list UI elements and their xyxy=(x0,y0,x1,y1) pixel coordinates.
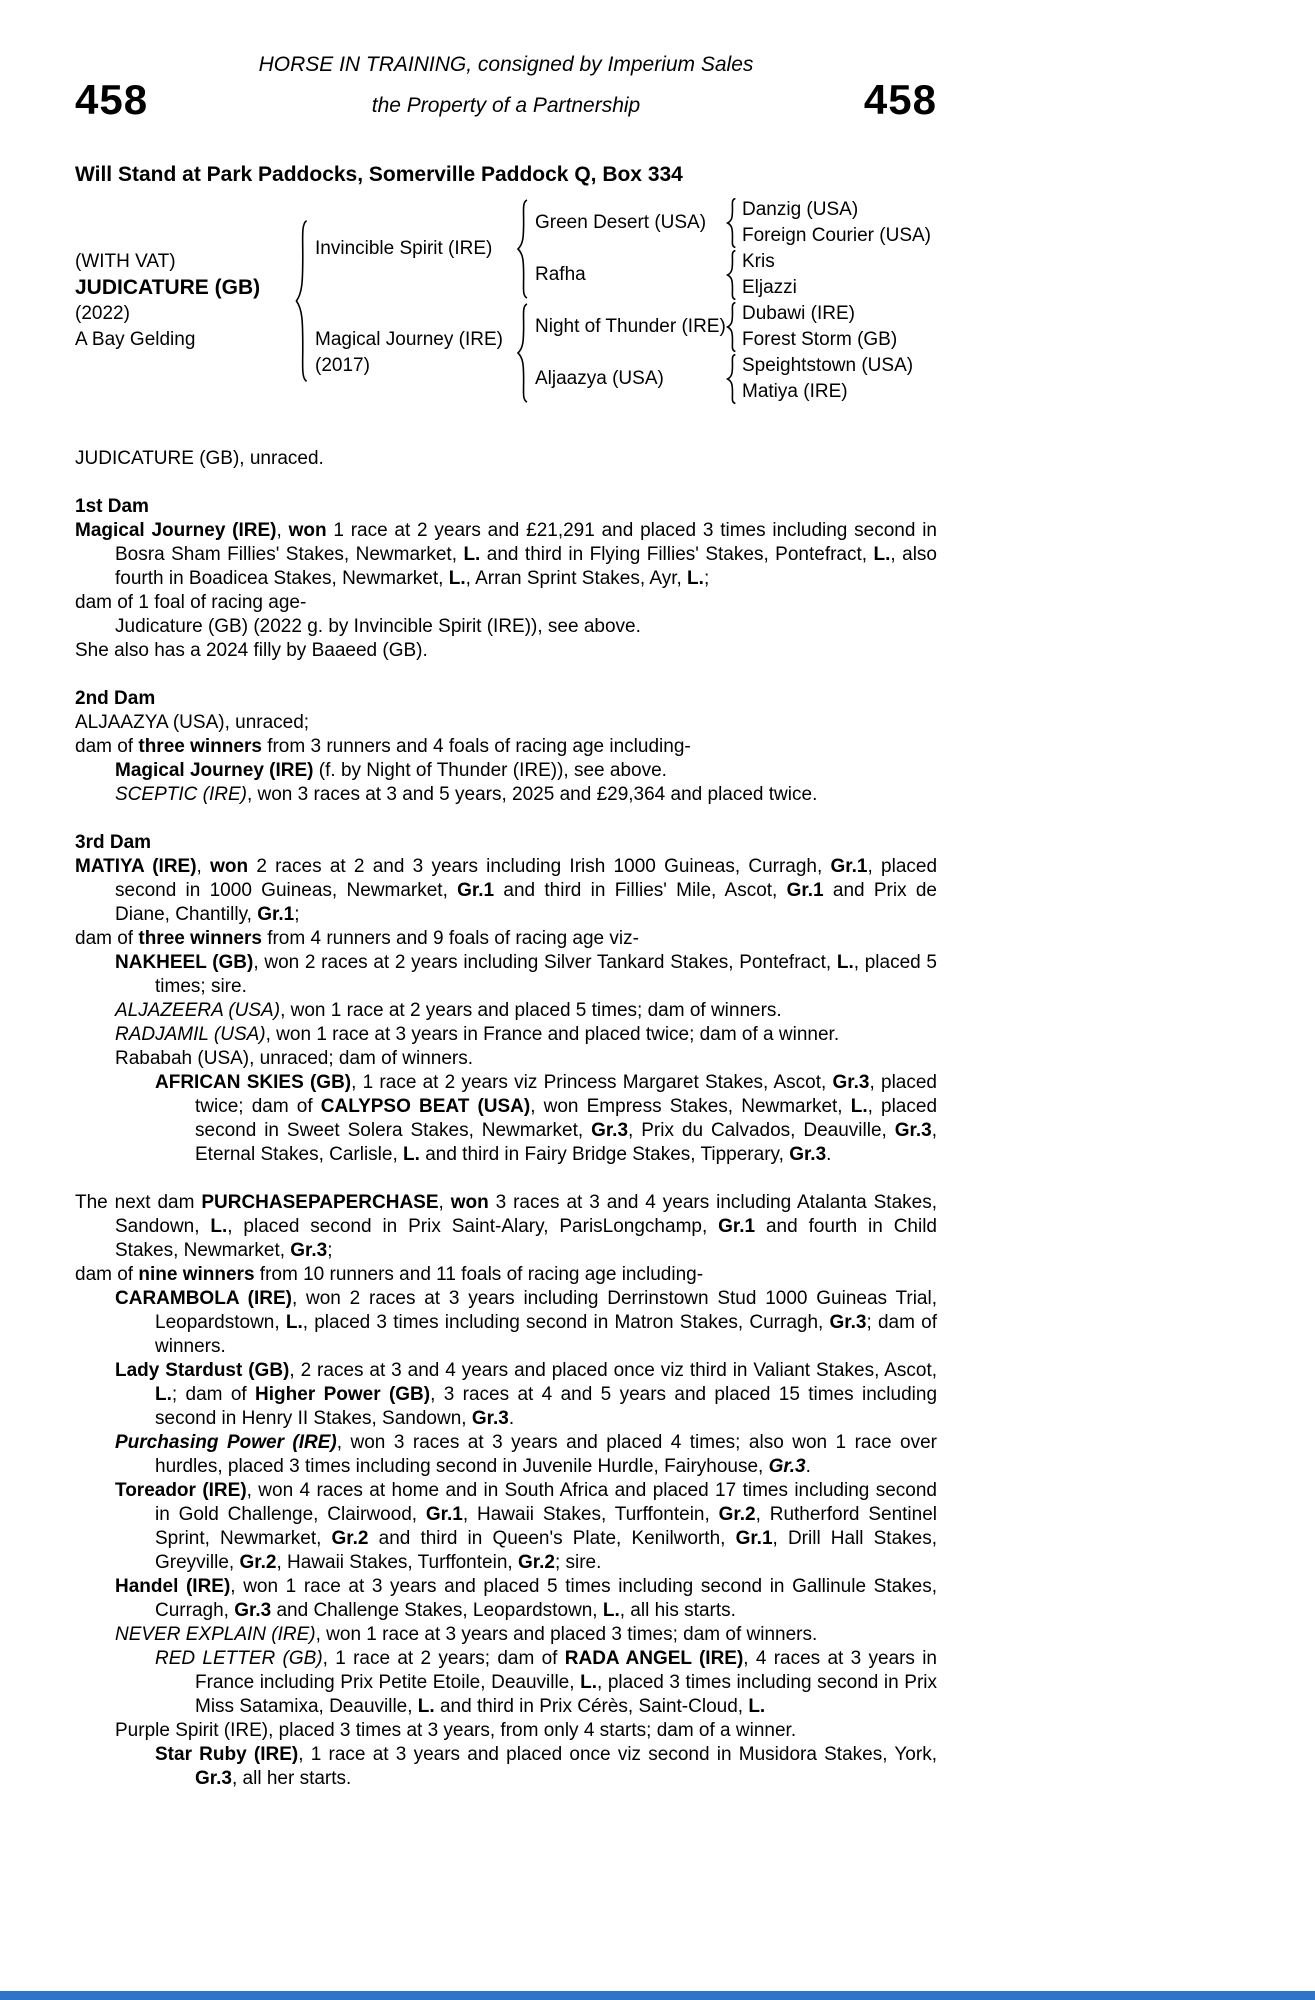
gen4-pair xyxy=(738,197,931,249)
catalogue-paragraph: MATIYA (IRE), won 2 races at 2 and 3 years including Irish 1000 Guineas, Curragh, Gr.1, placed second in 1000 Guineas, Newmarket, Gr.1 and third in Fillies' Mile, Ascot, Gr.1 and Prix de Diane, Chantilly, Gr.1; xyxy=(75,855,938,925)
catalogue-sections xyxy=(75,495,937,1791)
subject-year: (2022) xyxy=(75,302,130,324)
catalogue-paragraph: Rababah (USA), unraced; dam of winners. xyxy=(115,1047,474,1069)
lot-header-row xyxy=(75,76,937,123)
ancestor-name: Forest Storm (GB) xyxy=(742,328,898,350)
pedigree-row xyxy=(530,353,913,405)
pedigree-sire-row xyxy=(310,197,931,301)
dam-name-block xyxy=(310,327,515,379)
consignment-line: HORSE IN TRAINING, consigned by Imperium Sales xyxy=(258,53,754,76)
pedigree-brace-icon xyxy=(725,354,738,404)
catalogue-paragraph: Star Ruby (IRE), 1 race at 3 years and placed once viz second in Musidora Stakes, York, Gr.3, all her starts. xyxy=(155,1743,937,1789)
catalogue-paragraph: Magical Journey (IRE), won 1 race at 2 years and £21,291 and placed 3 times including second in Bosra Sham Fillies' Stakes, Newmarket, L. and third in Flying Fillies' Stakes, Pontefract, L., also fourth in Boadicea Stakes, Newmarket, L., Arran Sprint Stakes, Ayr, L.; xyxy=(75,519,937,589)
catalogue-paragraph: NAKHEEL (GB), won 2 races at 2 years including Silver Tankard Stakes, Pontefract, L., placed 5 times; sire. xyxy=(115,951,937,997)
catalogue-paragraph: CARAMBOLA (IRE), won 2 races at 3 years including Derrinstown Stud 1000 Guineas Trial, Leopardstown, L., placed 3 times including second in Matron Stakes, Curragh, Gr.3; dam of winners. xyxy=(115,1287,937,1357)
dam-parents xyxy=(530,301,913,405)
page-content xyxy=(75,0,937,1791)
pedigree-row xyxy=(530,301,913,353)
sire-sire-name: Green Desert (USA) xyxy=(535,211,707,233)
catalogue-paragraph: AFRICAN SKIES (GB), 1 race at 2 years viz Princess Margaret Stakes, Ascot, Gr.3, placed twice; dam of CALYPSO BEAT (USA), won Empress Stakes, Newmarket, L., placed second in Sweet Solera Stakes, Newmarket, Gr.3, Prix du Calvados, Deauville, Gr.3, Eternal Stakes, Carlisle, L. and third in Fairy Bridge Stakes, Tipperary, Gr.3. xyxy=(155,1071,938,1165)
lot-number-right: 458 xyxy=(863,76,937,123)
sire-parents xyxy=(530,197,931,301)
section-heading: 1st Dam xyxy=(75,495,149,517)
section-heading: 3rd Dam xyxy=(75,831,152,853)
pedigree-brace-icon xyxy=(515,303,530,403)
ancestor-name: Foreign Courier (USA) xyxy=(742,224,931,246)
pedigree-brace-icon xyxy=(293,219,310,383)
gen4-pair xyxy=(738,353,913,405)
catalogue-paragraph: Toreador (IRE), won 4 races at home and in South Africa and placed 17 times including second in Gold Challenge, Clairwood, Gr.1, Hawaii Stakes, Turffontein, Gr.2, Rutherford Sentinel Sprint, Newmarket, Gr.2 and third in Queen's Plate, Kenilworth, Gr.1, Drill Hall Stakes, Greyville, Gr.2, Hawaii Stakes, Turffontein, Gr.2; sire. xyxy=(115,1479,937,1573)
ancestor-name: Danzig (USA) xyxy=(742,198,859,220)
catalogue-paragraph: Judicature (GB) (2022 g. by Invincible Spirit (IRE)), see above. xyxy=(115,615,641,637)
catalogue-paragraph: dam of three winners from 3 runners and 4 foals of racing age including- xyxy=(75,735,691,757)
catalogue-paragraph: dam of nine winners from 10 runners and 11 foals of racing age including- xyxy=(75,1263,704,1285)
dam-name: Magical Journey (IRE) xyxy=(315,328,503,350)
bottom-edge-bar xyxy=(0,1991,1315,2000)
catalogue-paragraph: SCEPTIC (IRE), won 3 races at 3 and 5 years, 2025 and £29,364 and placed twice. xyxy=(115,783,818,805)
ancestor-name: Matiya (IRE) xyxy=(742,380,848,402)
subject-name: JUDICATURE (GB) xyxy=(75,275,261,299)
ancestor-name: Dubawi (IRE) xyxy=(742,302,855,324)
catalogue-paragraph: Magical Journey (IRE) (f. by Night of Thunder (IRE)), see above. xyxy=(115,759,667,781)
vat-note: (WITH VAT) xyxy=(75,250,176,272)
pedigree-brace-icon xyxy=(725,250,738,300)
pedigree-brace-icon xyxy=(725,302,738,352)
catalogue-paragraph: She also has a 2024 filly by Baaeed (GB). xyxy=(75,639,428,661)
pedigree-brace-icon xyxy=(725,198,738,248)
sire-name-block xyxy=(310,236,515,262)
property-line: the Property of a Partnership xyxy=(371,93,641,117)
pedigree-dam-row xyxy=(310,301,931,405)
lot-number-left: 458 xyxy=(75,76,149,123)
catalogue-paragraph: NEVER EXPLAIN (IRE), won 1 race at 3 years and placed 3 times; dam of winners. xyxy=(115,1623,818,1645)
catalogue-paragraph: ALJAZEERA (USA), won 1 race at 2 years and placed 5 times; dam of winners. xyxy=(115,999,782,1021)
sire-dam-name: Rafha xyxy=(535,263,586,285)
stand-location-line: Will Stand at Park Paddocks, Somerville Paddock Q, Box 334 xyxy=(75,162,683,186)
section-heading: 2nd Dam xyxy=(75,687,156,709)
pedigree-row xyxy=(530,249,931,301)
pedigree-brace-icon xyxy=(515,199,530,299)
race-record-line: JUDICATURE (GB), unraced. xyxy=(75,447,324,469)
catalogue-paragraph: Lady Stardust (GB), 2 races at 3 and 4 years and placed once viz third in Valiant Stakes, Ascot, L.; dam of Higher Power (GB), 3 races at 4 and 5 years and placed 15 times including second in Henry II Stakes, Sandown, Gr.3. xyxy=(115,1359,938,1429)
pedigree-row xyxy=(530,197,931,249)
catalogue-paragraph: Purchasing Power (IRE), won 3 races at 3 years and placed 4 times; also won 1 race over hurdles, placed 3 times including second in Juvenile Hurdle, Fairyhouse, Gr.3. xyxy=(115,1431,937,1477)
catalogue-paragraph: Handel (IRE), won 1 race at 3 years and placed 5 times including second in Gallinule Stakes, Curragh, Gr.3 and Challenge Stakes, Leopardstown, L., all his starts. xyxy=(115,1575,938,1621)
ancestor-name: Kris xyxy=(742,250,775,272)
gen4-pair xyxy=(738,301,897,353)
catalogue-paragraph: dam of 1 foal of racing age- xyxy=(75,591,307,613)
ancestor-name: Eljazzi xyxy=(742,276,797,298)
catalogue-paragraph: The next dam PURCHASEPAPERCHASE, won 3 races at 3 and 4 years including Atalanta Stakes, Sandown, L., placed second in Prix Saint-Alary, ParisLongchamp, Gr.1 and fourth in Child Stakes, Newmarket, Gr.3; xyxy=(75,1191,937,1261)
catalogue-paragraph: RADJAMIL (USA), won 1 race at 3 years in France and placed twice; dam of a winner. xyxy=(115,1023,840,1045)
pedigree-table xyxy=(75,197,937,405)
ancestor-name: Speightstown (USA) xyxy=(742,354,914,376)
pedigree-subject xyxy=(75,249,293,353)
catalogue-paragraph: dam of three winners from 4 runners and 9 foals of racing age viz- xyxy=(75,927,639,949)
dam-year: (2017) xyxy=(315,354,370,376)
subject-description: A Bay Gelding xyxy=(75,328,196,350)
catalogue-paragraph: RED LETTER (GB), 1 race at 2 years; dam of RADA ANGEL (IRE), 4 races at 3 years in France including Prix Petite Etoile, Deauville, L., placed 3 times including second in Prix Miss Satamixa, Deauville, L. and third in Prix Cérès, Saint-Cloud, L. xyxy=(155,1647,938,1717)
dam-dam-name: Aljaazya (USA) xyxy=(535,367,664,389)
dam-sire-name: Night of Thunder (IRE) xyxy=(535,315,726,337)
pedigree-gen2 xyxy=(310,197,931,405)
catalogue-paragraph: Purple Spirit (IRE), placed 3 times at 3 years, from only 4 starts; dam of a winner. xyxy=(115,1719,797,1741)
catalogue-paragraph: ALJAAZYA (USA), unraced; xyxy=(75,711,310,733)
sire-name: Invincible Spirit (IRE) xyxy=(315,237,493,259)
gen4-pair xyxy=(738,249,797,301)
